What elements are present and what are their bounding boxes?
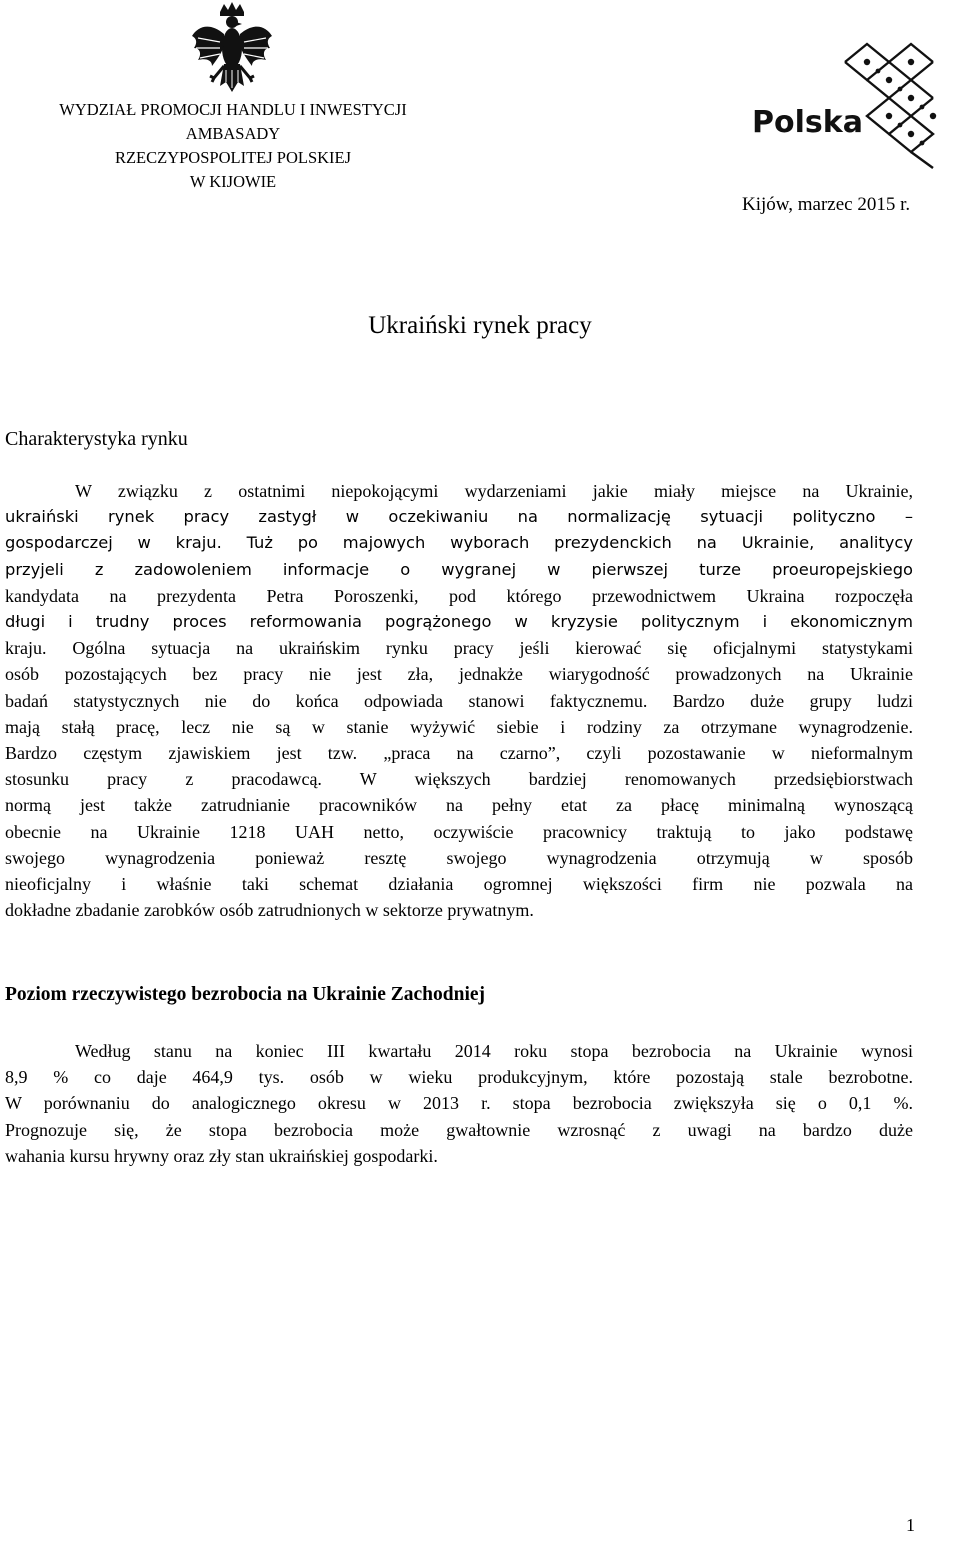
- paragraph-line: długi i trudny proces reformowania pogrążonego w kryzysie politycznym i ekonomicznym: [5, 612, 913, 632]
- paragraph-line: Według stanu na koniec III kwartału 2014 roku stopa bezrobocia na Ukrainie wynosi: [75, 1041, 913, 1061]
- polish-eagle-emblem: [190, 2, 274, 98]
- paragraph-line: W porównaniu do analogicznego okresu w 2013 r. stopa bezrobocia zwiększyła się o 0,1 %.: [5, 1093, 913, 1114]
- paragraph-line: mają stałą pracę, lecz nie są w stanie wyżywić siebie i rodziny za otrzymane wynagrodzenie.: [5, 716, 913, 737]
- org-line: AMBASADY: [185, 124, 281, 143]
- section2-paragraph: [5, 1038, 913, 1169]
- paragraph-line: swojego wynagrodzenia ponieważ resztę swojego wynagrodzenia otrzymują w sposób: [5, 847, 913, 868]
- paragraph-line: normą jest także zatrudnianie pracowników na pełny etat za płacę minimalną wynoszącą: [5, 795, 913, 816]
- paragraph-line: wahania kursu hrywny oraz zły stan ukraińskiej gospodarki.: [5, 1145, 438, 1166]
- paragraph-line: ukraiński rynek pracy zastygł w oczekiwaniu na normalizację sytuacji polityczno –: [5, 507, 913, 527]
- paragraph-line: przyjeli z zadowoleniem informacje o wygranej w pierwszej turze proeuropejskiego: [5, 559, 913, 579]
- section-heading: Charakterystyka rynku: [5, 428, 188, 450]
- org-line: RZECZYPOSPOLITEJ POLSKIEJ: [114, 148, 352, 167]
- paragraph-line: kandydata na prezydenta Petra Poroszenki, pod którego przewodnictwem Ukraina rozpoczęła: [5, 585, 913, 606]
- document-title: Ukraiński rynek pracy: [368, 312, 592, 339]
- paragraph-line: badań statystycznych nie do końca odpowiada stanowi faktycznemu. Bardzo duże grupy ludzi: [5, 690, 913, 711]
- paragraph-line: stosunku pracy z pracodawcą. W większych bardziej renomowanych przedsiębiorstwach: [5, 769, 913, 790]
- section-heading: Poziom rzeczywistego bezrobocia na Ukrainie Zachodniej: [5, 984, 486, 1005]
- org-line: W KIJOWIE: [189, 172, 277, 191]
- paragraph-line: 8,9 % co daje 464,9 tys. osób w wieku produkcyjnym, które pozostają stale bezrobotne.: [5, 1067, 913, 1088]
- paragraph-line: Bardzo częstym zjawiskiem jest tzw. „praca na czarno”, czyli pozostawanie w nieformalnym: [5, 743, 913, 764]
- org-line: WYDZIAŁ PROMOCJI HANDLU I INWESTYCJI: [59, 100, 407, 119]
- paragraph-line: W związku z ostatnimi niepokojącymi wydarzeniami jakie miały miejsce na Ukrainie,: [75, 481, 913, 501]
- paragraph-line: dokładne zbadanie zarobków osób zatrudnionych w sektorze prywatnym.: [5, 900, 534, 921]
- polska-logo-text: Polska: [752, 105, 863, 140]
- paragraph-line: osób pozostających bez pracy nie jest zła, jednakże wiarygodność prowadzonych na Ukrainie: [5, 664, 913, 685]
- paragraph-line: obecnie na Ukrainie 1218 UAH netto, oczywiście pracownicy traktują to jako podstawę: [5, 821, 913, 842]
- paragraph-line: nieoficjalny i właśnie taki schemat działania ogromnej większości firm nie pozwala na: [5, 874, 913, 895]
- paragraph-line: gospodarczej w kraju. Tuż po majowych wyborach prezydenckich na Ukrainie, analitycy: [5, 533, 913, 553]
- organization-header: [0, 98, 466, 194]
- polska-logo: [750, 40, 940, 170]
- paragraph-line: kraju. Ogólna sytuacja na ukraińskim rynku pracy jeśli kierować się oficjalnymi statystykami: [5, 638, 913, 659]
- paragraph-line: Prognozuje się, że stopa bezrobocia może gwałtownie wzrosnąć z uwagi na bardzo duże: [5, 1119, 913, 1140]
- page-number: 1: [906, 1515, 915, 1535]
- section1-paragraph: [5, 478, 913, 923]
- document-date: Kijów, marzec 2015 r.: [742, 194, 911, 215]
